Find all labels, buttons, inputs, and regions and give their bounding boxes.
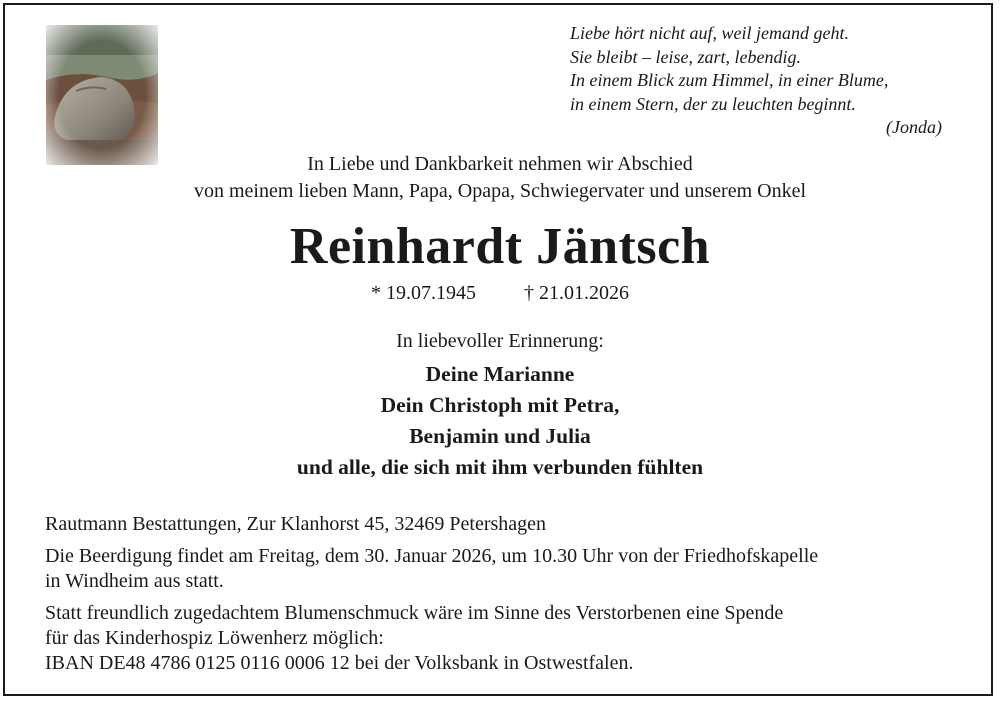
poem-line: Sie bleibt – leise, zart, lebendig. bbox=[570, 46, 801, 67]
poem-line: Liebe hört nicht auf, weil jemand geht. bbox=[570, 23, 849, 43]
intro-line-2: von meinem lieben Mann, Papa, Opapa, Schwiegervater und unserem Onkel bbox=[193, 180, 807, 202]
stone-landscape-image bbox=[46, 25, 158, 165]
funeral-info bbox=[45, 544, 957, 594]
donation-line-2: für das Kinderhospiz Löwenherz möglich: bbox=[45, 627, 384, 649]
memory-heading: In liebevoller Erinnerung: bbox=[396, 330, 604, 352]
poem-line: in einem Stern, der zu leuchten beginnt. bbox=[570, 93, 856, 114]
family-list bbox=[0, 359, 1000, 483]
intro-line-1: In Liebe und Dankbarkeit nehmen wir Abschied bbox=[307, 153, 693, 175]
memorial-poem bbox=[570, 22, 950, 140]
death-date: † 21.01.2026 bbox=[524, 282, 629, 304]
iban-line: IBAN DE48 4786 0125 0116 0006 12 bei der Volksbank in Ostwestfalen. bbox=[45, 652, 634, 674]
intro-text bbox=[0, 151, 1000, 205]
birth-date: * 19.07.1945 bbox=[371, 282, 476, 304]
donation-line-1: Statt freundlich zugedachtem Blumenschmuck wäre im Sinne des Verstorbenen eine Spende bbox=[45, 602, 784, 624]
family-line: Benjamin und Julia bbox=[409, 424, 591, 448]
funeral-details bbox=[45, 512, 957, 676]
life-dates bbox=[0, 280, 1000, 306]
poem-author: (Jonda) bbox=[886, 117, 942, 137]
family-line: und alle, die sich mit ihm verbunden fühlten bbox=[296, 455, 704, 479]
donation-info bbox=[45, 601, 957, 676]
deceased-name: Reinhardt Jäntsch bbox=[289, 218, 711, 275]
memorial-photo bbox=[46, 25, 158, 165]
family-line: Deine Marianne bbox=[425, 362, 575, 386]
funeral-line-1: Die Beerdigung findet am Freitag, dem 30. Januar 2026, um 10.30 Uhr von der Friedhofskapelle bbox=[45, 545, 819, 567]
family-line: Dein Christoph mit Petra, bbox=[380, 393, 620, 417]
undertaker-info: Rautmann Bestattungen, Zur Klanhorst 45, 32469 Petershagen bbox=[45, 513, 547, 535]
funeral-line-2: in Windheim aus statt. bbox=[45, 570, 224, 592]
poem-line: In einem Blick zum Himmel, in einer Blume, bbox=[570, 70, 889, 90]
